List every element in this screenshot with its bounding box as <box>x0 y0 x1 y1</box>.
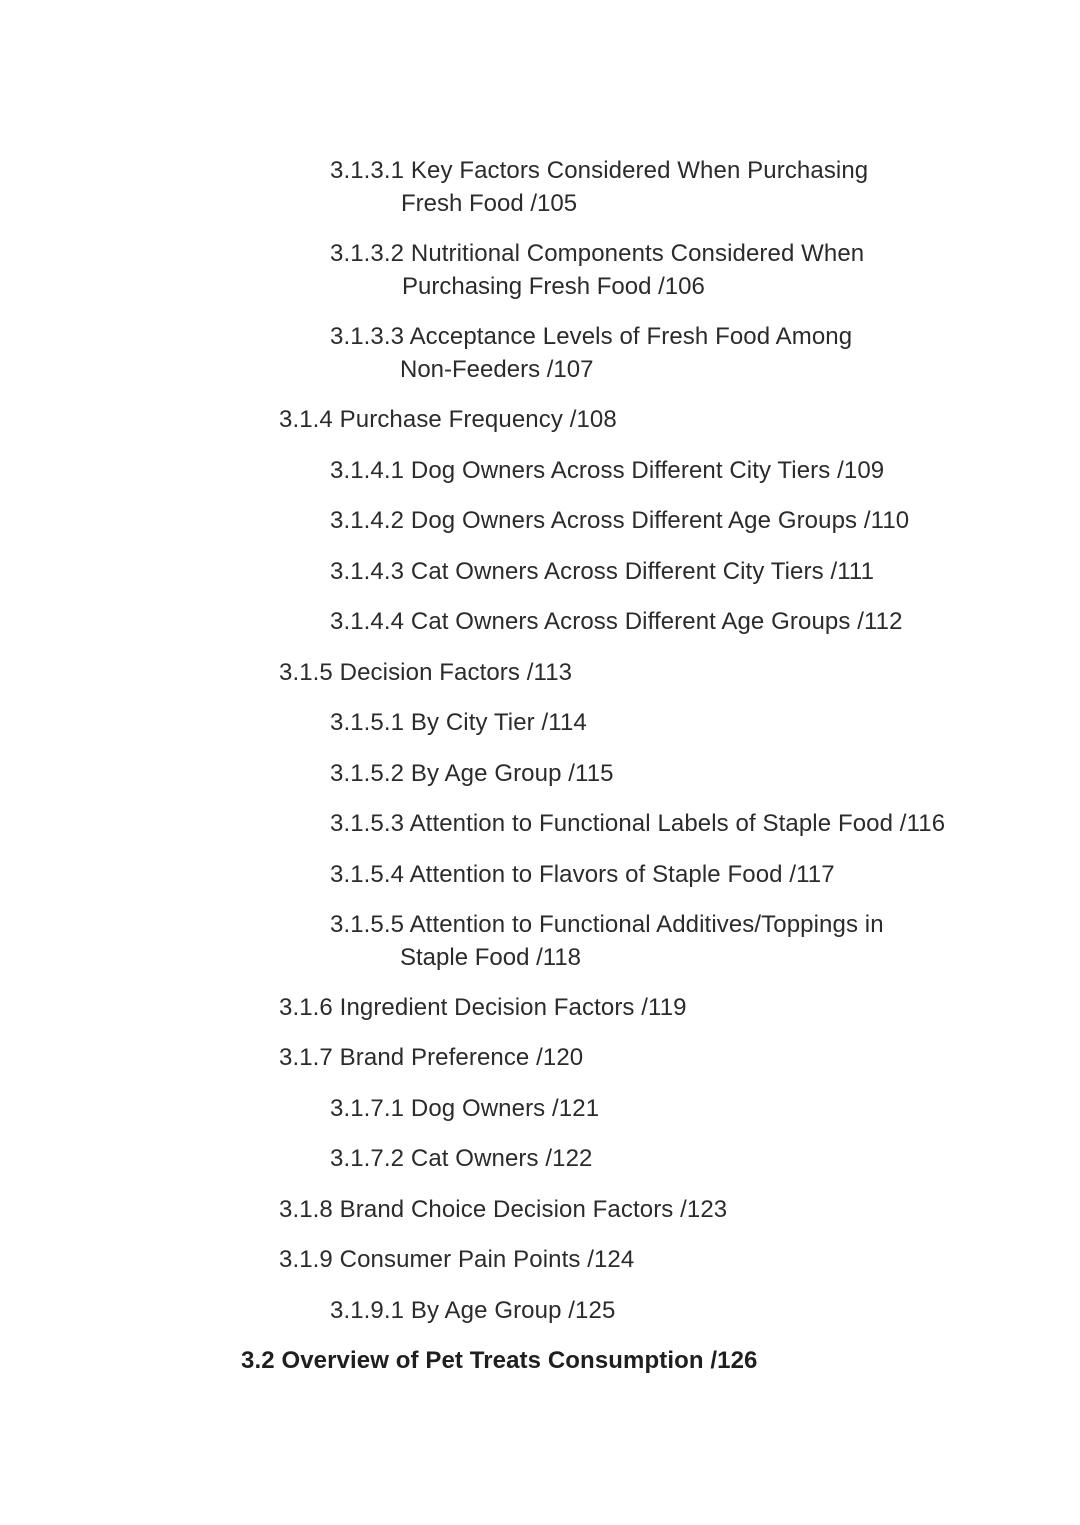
toc-entry-number: 3.1.4.4 <box>330 608 405 635</box>
toc-entry-3-1-9[interactable] <box>279 1243 634 1276</box>
toc-entry-title: Brand Choice Decision Factors /123 <box>339 1196 728 1223</box>
toc-entry-3-1-9-1[interactable] <box>330 1294 615 1327</box>
toc-entry-title: Attention to Functional Additives/Toppings in <box>409 911 884 938</box>
toc-entry-number: 3.2 <box>241 1347 275 1374</box>
toc-entry-3-1-3-2[interactable] <box>330 237 864 270</box>
toc-entry-3-1-7-2[interactable] <box>330 1142 592 1175</box>
toc-entry-3-1-5-4[interactable] <box>330 858 835 891</box>
toc-entry-number: 3.1.5 <box>279 659 333 686</box>
toc-entry-number: 3.1.4.3 <box>330 558 405 585</box>
toc-entry-continuation: Staple Food /118 <box>400 944 582 971</box>
toc-entry-3-1-7[interactable] <box>279 1041 583 1074</box>
toc-entry-3-1-4-1[interactable] <box>330 454 884 487</box>
toc-entry-3-1-5-3[interactable] <box>330 807 945 840</box>
toc-entry-title: Consumer Pain Points /124 <box>339 1246 635 1273</box>
toc-entry-title: Attention to Functional Labels of Staple Food /116 <box>409 810 946 837</box>
toc-entry-title: Dog Owners Across Different Age Groups /110 <box>410 507 910 534</box>
toc-entry-3-1-8[interactable] <box>279 1193 727 1226</box>
toc-entry-continuation: Non-Feeders /107 <box>400 356 594 383</box>
toc-entry-title: Decision Factors /113 <box>339 659 573 686</box>
toc-entry-title: Purchase Frequency /108 <box>339 406 617 433</box>
toc-entry-number: 3.1.5.2 <box>330 760 405 787</box>
toc-entry-title: Overview of Pet Treats Consumption /126 <box>281 1347 758 1374</box>
toc-entry-title: Attention to Flavors of Staple Food /117 <box>409 861 835 888</box>
toc-entry-3-1-4[interactable] <box>279 403 617 436</box>
toc-entry-number: 3.1.9.1 <box>330 1297 405 1324</box>
toc-entry-number: 3.1.3.1 <box>330 157 405 184</box>
toc-entry-number: 3.1.7.1 <box>330 1095 405 1122</box>
toc-entry-number: 3.1.7.2 <box>330 1145 405 1172</box>
toc-entry-3-1-5-1[interactable] <box>330 706 587 739</box>
toc-entry-number: 3.1.3.2 <box>330 240 405 267</box>
toc-entry-3-2[interactable] <box>241 1344 758 1377</box>
toc-entry-number: 3.1.9 <box>279 1246 333 1273</box>
toc-entry-3-1-4-3[interactable] <box>330 555 874 588</box>
toc-entry-title: Dog Owners Across Different City Tiers /109 <box>410 457 885 484</box>
toc-entry-3-1-4-2[interactable] <box>330 504 909 537</box>
toc-entry-number: 3.1.4 <box>279 406 333 433</box>
toc-entry-title: Cat Owners Across Different City Tiers /111 <box>410 558 875 585</box>
toc-entry-3-1-6[interactable] <box>279 991 687 1024</box>
toc-entry-3-1-7-1[interactable] <box>330 1092 599 1125</box>
toc-entry-3-1-3-3[interactable] <box>330 320 852 353</box>
toc-entry-number: 3.1.3.3 <box>330 323 405 350</box>
toc-entry-continuation: Purchasing Fresh Food /106 <box>402 273 705 300</box>
toc-entry-continuation: Fresh Food /105 <box>401 190 578 217</box>
toc-entry-3-1-5[interactable] <box>279 656 572 689</box>
toc-entry-number: 3.1.5.1 <box>330 709 405 736</box>
toc-entry-title: Cat Owners /122 <box>410 1145 593 1172</box>
toc-entry-title: Ingredient Decision Factors /119 <box>339 994 687 1021</box>
toc-entry-title: Dog Owners /121 <box>410 1095 600 1122</box>
toc-entry-title: By Age Group /115 <box>410 760 614 787</box>
toc-entry-number: 3.1.8 <box>279 1196 333 1223</box>
toc-entry-number: 3.1.7 <box>279 1044 333 1071</box>
toc-entry-number: 3.1.5.5 <box>330 911 405 938</box>
toc-entry-3-1-5-2[interactable] <box>330 757 614 790</box>
toc-entry-title: Key Factors Considered When Purchasing <box>410 157 869 184</box>
toc-entry-number: 3.1.4.2 <box>330 507 405 534</box>
toc-entry-title: Acceptance Levels of Fresh Food Among <box>409 323 853 350</box>
toc-entry-3-1-3-1[interactable] <box>330 154 868 187</box>
toc-entry-title: By Age Group /125 <box>410 1297 616 1324</box>
toc-entry-3-1-4-4[interactable] <box>330 605 903 638</box>
toc-entry-title: Cat Owners Across Different Age Groups /112 <box>410 608 903 635</box>
toc-entry-3-1-5-5[interactable] <box>330 908 884 941</box>
toc-entry-number: 3.1.5.4 <box>330 861 405 888</box>
toc-entry-number: 3.1.5.3 <box>330 810 405 837</box>
toc-entry-title: Brand Preference /120 <box>339 1044 584 1071</box>
toc-entry-number: 3.1.6 <box>279 994 333 1021</box>
toc-entry-title: Nutritional Components Considered When <box>410 240 865 267</box>
toc-entry-title: By City Tier /114 <box>410 709 587 736</box>
toc-entry-number: 3.1.4.1 <box>330 457 405 484</box>
